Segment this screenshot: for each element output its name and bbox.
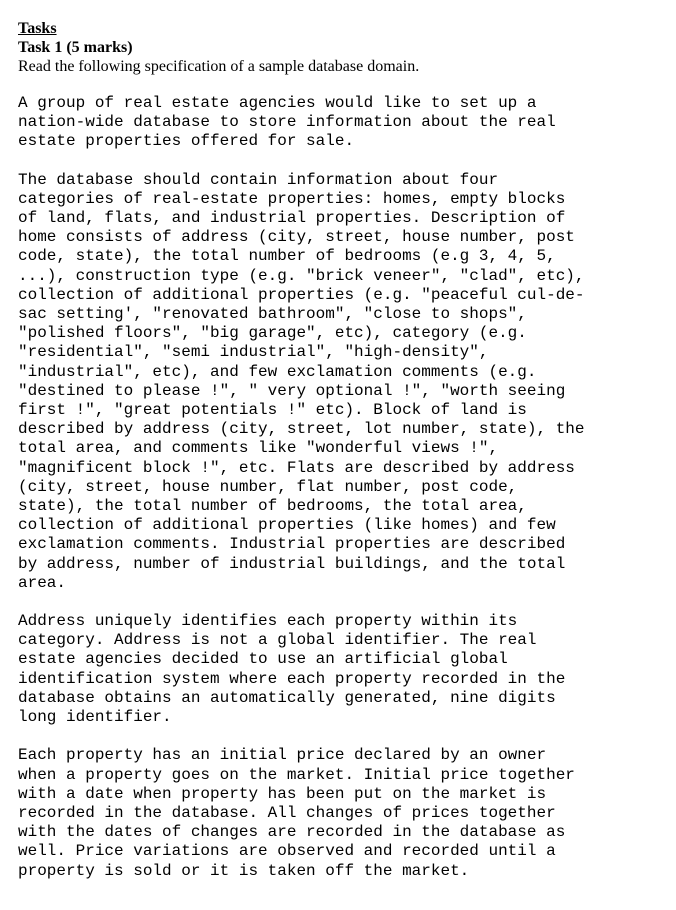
paragraph-line: database obtains an automatically generated, nine digits <box>18 688 556 707</box>
paragraph-line: "destined to please !", " very optional !", "worth seeing <box>18 381 566 400</box>
paragraph-line: sac setting', "renovated bathroom", "close to shops", <box>18 305 527 324</box>
paragraph-line: when a property goes on the market. Initial price together <box>18 765 575 784</box>
paragraph-line: "magnificent block !", etc. Flats are described by address <box>18 458 575 477</box>
paragraph-line: estate properties offered for sale. <box>18 132 355 151</box>
paragraph-line: described by address (city, street, lot number, state), the <box>18 420 585 439</box>
task-1-heading: Task 1 (5 marks) <box>18 39 133 56</box>
paragraph-pricing <box>18 746 668 880</box>
paragraph-line: category. Address is not a global identifier. The real <box>18 631 537 650</box>
paragraph-line: long identifier. <box>18 708 172 727</box>
paragraph-line: collection of additional properties (e.g. "peaceful cul-de- <box>18 285 585 304</box>
paragraph-line: identification system where each property recorded in the <box>18 669 566 688</box>
paragraph-line: Each property has an initial price declared by an owner <box>18 746 547 765</box>
paragraph-line: home consists of address (city, street, house number, post <box>18 228 575 247</box>
paragraph-line: (city, street, house number, flat number, post code, <box>18 477 518 496</box>
paragraph-line: with a date when property has been put on the market is <box>18 784 547 803</box>
paragraph-line: "polished floors", "big garage", etc), category (e.g. <box>18 324 527 343</box>
paragraph-identification <box>18 612 668 727</box>
paragraph-line: "residential", "semi industrial", "high-density", <box>18 343 489 362</box>
paragraph-line: area. <box>18 573 67 592</box>
paragraph-line: by address, number of industrial buildings, and the total <box>18 554 566 573</box>
intro-text: Read the following specification of a sample database domain. <box>18 58 420 75</box>
paragraph-line: categories of real-estate properties: homes, empty blocks <box>18 189 566 208</box>
paragraph-line: of land, flats, and industrial properties. Description of <box>18 209 566 228</box>
paragraph-line: "industrial", etc), and few exclamation comments (e.g. <box>18 362 537 381</box>
paragraph-line: nation-wide database to store information about the real <box>18 113 556 132</box>
paragraph-line: A group of real estate agencies would like to set up a <box>18 94 537 112</box>
paragraph-line: total area, and comments like "wonderful views !", <box>18 439 499 458</box>
paragraph-line: estate agencies decided to use an artificial global <box>18 650 508 669</box>
paragraph-line: state), the total number of bedrooms, the total area, <box>18 497 527 516</box>
tasks-heading: Tasks <box>18 20 57 37</box>
paragraph-overview <box>18 94 668 152</box>
paragraph-line: ...), construction type (e.g. "brick veneer", "clad", etc), <box>18 266 585 285</box>
paragraph-line: Address uniquely identifies each property within its <box>18 612 518 631</box>
paragraph-property-categories <box>18 171 668 593</box>
paragraph-line: with the dates of changes are recorded in the database as <box>18 823 566 842</box>
paragraph-line: first !", "great potentials !" etc). Block of land is <box>18 401 527 420</box>
paragraph-line: well. Price variations are observed and recorded until a <box>18 842 556 861</box>
paragraph-line: The database should contain information about four <box>18 170 499 189</box>
paragraph-line: collection of additional properties (like homes) and few <box>18 516 556 535</box>
paragraph-line: exclamation comments. Industrial properties are described <box>18 535 566 554</box>
paragraph-line: recorded in the database. All changes of prices together <box>18 803 556 822</box>
document-page <box>18 19 668 881</box>
paragraph-line: property is sold or it is taken off the market. <box>18 861 470 880</box>
paragraph-line: code, state), the total number of bedrooms (e.g 3, 4, 5, <box>18 247 556 266</box>
